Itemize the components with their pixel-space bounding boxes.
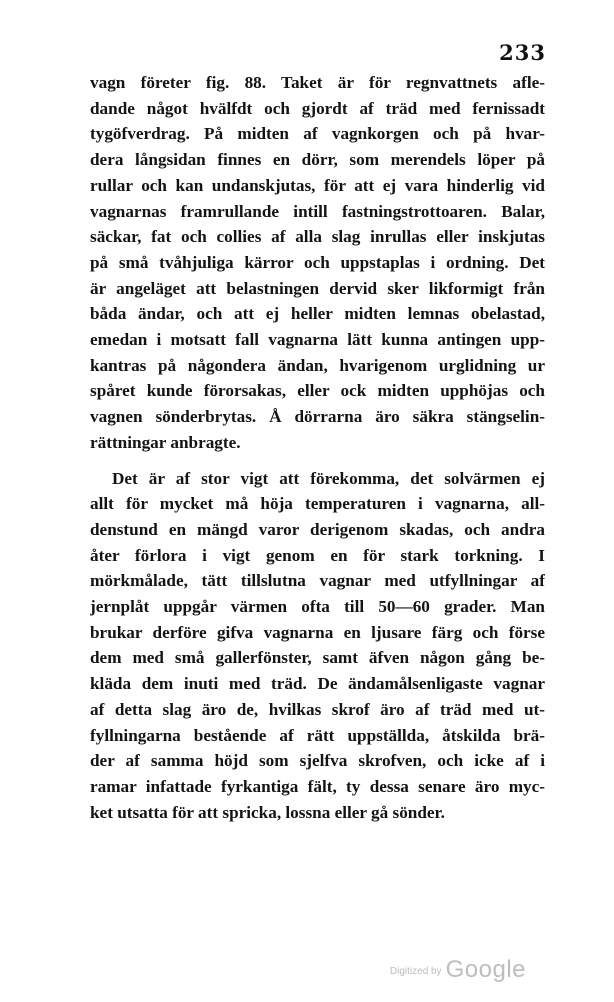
text-line: allt för mycket må höja temperaturen i vagnarna, all- (90, 494, 545, 514)
text-line: spåret kunde förorsakas, eller ock midten upphöjas och (90, 381, 545, 401)
page-number: 233 (499, 40, 546, 65)
text-line: på små tvåhjuliga kärror och uppstaplas i ordning. Det (90, 252, 545, 272)
text-line: dera långsidan finnes en dörr, som merendels löper på (90, 150, 545, 170)
text-line: vagn företer fig. 88. Taket är för regnvattnets afle- (90, 73, 545, 92)
text-line: jernplåt uppgår värmen ofta till 50—60 grader. Man (90, 597, 545, 617)
text-line: af detta slag äro de, hvilkas skrof äro af träd med ut- (90, 699, 545, 719)
text-line: rullar och kan undanskjutas, för att ej vara hinderlig vid (90, 175, 545, 195)
paragraph-gap (90, 456, 545, 466)
digitized-label: Digitized by (389, 966, 442, 977)
text-line: dem med små gallerfönster, samt äfven någon gång be- (90, 648, 545, 668)
text-line: mörkmålade, tätt tillslutna vagnar med utfyllningar af (90, 571, 545, 591)
paragraph-2 (90, 466, 545, 826)
text-line: denstund en mängd varor derigenom skadas, och andra (90, 519, 545, 539)
paragraph-1 (90, 70, 545, 456)
text-line: kantras på någondera ändan, hvarigenom urglidning ur (90, 355, 545, 375)
digitized-by-google-watermark (390, 956, 526, 984)
text-line: tygöfverdrag. På midten af vagnkorgen och på hvar- (90, 124, 545, 144)
text-line: båda ändar, och att ej heller midten lemnas obelastad, (90, 304, 545, 324)
text-line: dande något hvälfdt och gjordt af träd med fernissadt (90, 98, 545, 118)
google-logo-text: Google (445, 956, 526, 983)
body-text (90, 70, 545, 825)
text-line: der af samma höjd som sjelfva skrofven, och icke af i (90, 751, 545, 771)
text-line: kläda dem inuti med träd. De ändamålsenligaste vagnar (90, 674, 545, 694)
text-line: är angeläget att belastningen dervid sker likformigt från (90, 278, 545, 298)
text-line: ramar infattade fyrkantiga fält, ty dessa senare äro myc- (90, 776, 545, 796)
text-line: ket utsatta för att spricka, lossna eller gå sönder. (90, 802, 445, 822)
text-line: säckar, fat och collies af alla slag inrullas eller inskjutas (90, 227, 545, 247)
text-line: fyllningarna bestående af rätt uppställda, åtskilda brä- (90, 725, 545, 745)
text-line: åter förlora i vigt genom en för stark torkning. I (90, 545, 545, 565)
text-line: brukar derföre gifva vagnarna en ljusare färg och förse (90, 622, 545, 642)
text-line: Det är af stor vigt att förekomma, det solvärmen ej (112, 468, 545, 488)
text-line: vagnen sönderbrytas. Å dörrarna äro säkra stängselin- (90, 407, 545, 427)
text-line: emedan i motsatt fall vagnarna lätt kunna antingen upp- (90, 330, 545, 350)
text-line: rättningar anbragte. (90, 432, 241, 452)
text-line: vagnarnas framrullande intill fastningstrottoaren. Balar, (90, 201, 545, 221)
